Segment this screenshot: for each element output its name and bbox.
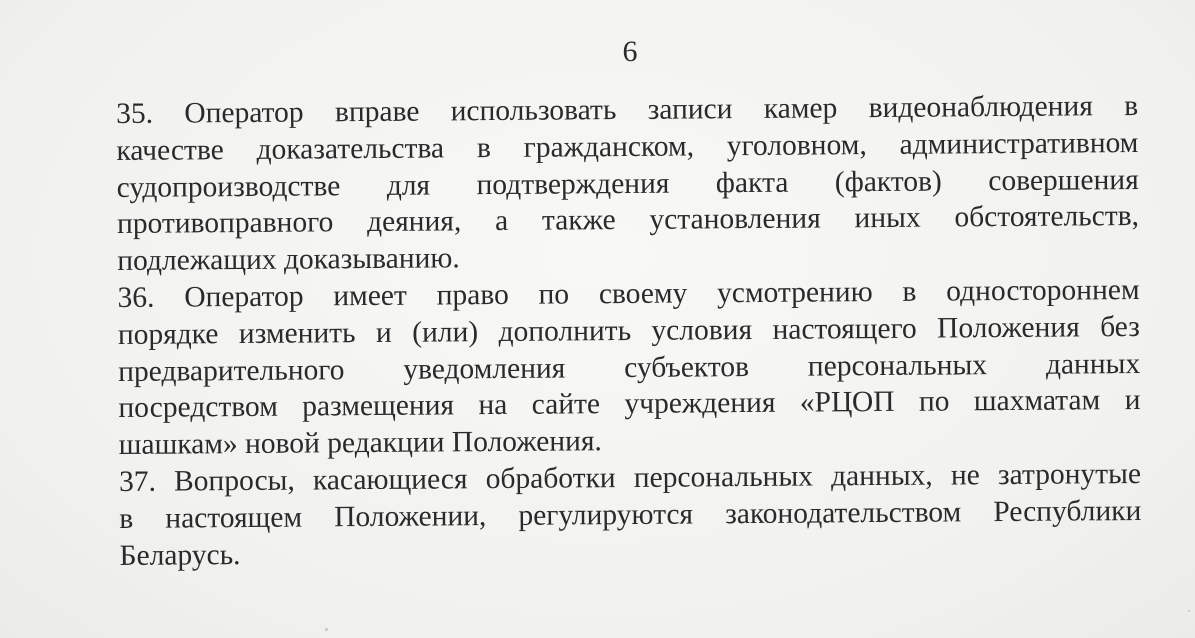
paragraph-36-line-5: шашкам» новой редакции Положения. [118,425,602,462]
paragraph-35-line-3: судопроизводстве для подтверждения факта (фактов) совершения [116,163,1139,204]
paragraph-36-line-1: 36. Оператор имеет право по своему усмотрению в одностороннем [117,273,1140,314]
paragraph-37-line-1: 37. Вопросы, касающиеся обработки персональных данных, не затронутые [118,457,1142,498]
paragraph-37-line-3: Беларусь. [119,538,241,572]
paragraph-36-line-4: посредством размещения на сайте учреждения «РЦОП по шахматам и [118,384,1141,425]
page-number: 6 [622,35,638,68]
scan-speck [1188,610,1190,612]
paragraph-35-line-2: качестве доказательства в гражданском, уголовном, административном [116,126,1139,167]
paragraph-36-line-3: предварительного уведомления субъектов персональных данных [118,347,1141,388]
paragraph-35-line-4: противоправного деяния, а также установления иных обстоятельств, [116,200,1140,241]
paragraph-35-line-1: 35. Оператор вправе использовать записи камер видеонаблюдения в [116,89,1139,130]
paragraph-37-line-2: в настоящем Положении, регулируются законодательством Республики [119,494,1142,535]
paragraph-35-line-5: подлежащих доказыванию. [117,242,460,278]
paragraph-36-line-2: порядке изменить и (или) дополнить условия настоящего Положения без [117,310,1140,351]
scan-speck [325,628,328,631]
document-body [116,88,1142,574]
